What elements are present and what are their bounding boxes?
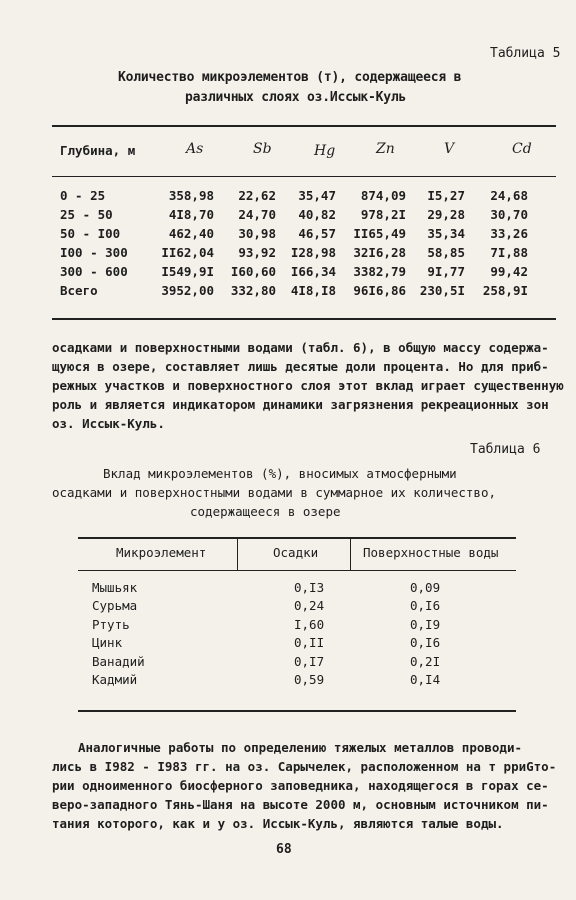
table5-header-cd: Cd — [512, 141, 532, 157]
table5-depth-cell: 300 - 600 — [60, 264, 128, 279]
table5-header-v: V — [444, 141, 455, 157]
table5-value-cell: 33,26 — [490, 226, 528, 241]
table5-header-as: As — [186, 141, 204, 157]
table6-value-cell: 0,I9 — [410, 617, 441, 632]
table5-value-cell: 9I,77 — [427, 264, 465, 279]
table5-depth-cell: 50 - I00 — [60, 226, 121, 241]
table5-value-cell: 874,09 — [360, 188, 406, 203]
table5-value-cell: 22,62 — [238, 188, 276, 203]
table5-value-cell: 4I8,I8 — [290, 283, 336, 298]
page-number: 68 — [276, 842, 292, 857]
paragraph-1-line: режных участков и поверхностного слоя этот вклад играет существенную — [52, 378, 564, 393]
table5-value-cell: 7I,88 — [490, 245, 528, 260]
table6-element-cell: Мышьяк — [92, 580, 138, 595]
table5-value-cell: 230,5I — [419, 283, 465, 298]
table6-bottom-rule — [78, 710, 516, 712]
paragraph-2-line: рии одноименного биосферного заповедника, находящегося в горах се- — [52, 778, 549, 793]
table6-value-cell: 0,I7 — [294, 654, 325, 669]
table5-value-cell: 99,42 — [490, 264, 528, 279]
table5-value-cell: 93,92 — [238, 245, 276, 260]
table5-value-cell: I60,60 — [230, 264, 276, 279]
table5-header-zn: Zn — [376, 141, 395, 157]
table5-value-cell: 358,98 — [168, 188, 214, 203]
table5-value-cell: 3952,00 — [161, 283, 214, 298]
table6-divider-2 — [350, 538, 351, 570]
table5-value-cell: I28,98 — [290, 245, 336, 260]
paragraph-1-line: роль и является индикатором динамики загрязнения рекреационных зон — [52, 397, 549, 412]
table5-value-cell: 35,47 — [298, 188, 336, 203]
table5-value-cell: I5,27 — [427, 188, 465, 203]
table6-value-cell: 0,09 — [410, 580, 441, 595]
table6-element-cell: Кадмий — [92, 672, 138, 687]
table6-value-cell: 0,I3 — [294, 580, 325, 595]
table5-value-cell: 258,9I — [482, 283, 528, 298]
table6-header-surface-water: Поверхностные воды — [363, 545, 499, 560]
table5-title-line2: различных слоях оз.Иссык-Куль — [185, 90, 407, 105]
table6-title-line3: содержащееся в озере — [190, 504, 341, 519]
paragraph-1-line: щуюся в озере, составляет лишь десятые доли процента. Но для приб- — [52, 359, 549, 374]
table5-value-cell: 30,70 — [490, 207, 528, 222]
table5-title-line1: Количество микроэлементов (т), содержащееся в — [118, 70, 462, 85]
table5-value-cell: 332,80 — [230, 283, 276, 298]
table5-header-rule — [52, 176, 556, 177]
table5-value-cell: 24,68 — [490, 188, 528, 203]
table6-element-cell: Сурьма — [92, 598, 138, 613]
table5-value-cell: 58,85 — [427, 245, 465, 260]
table6-value-cell: 0,I6 — [410, 598, 441, 613]
paragraph-1-line: осадками и поверхностными водами (табл. 6), в общую массу содержа- — [52, 340, 549, 355]
table5-value-cell: 24,70 — [238, 207, 276, 222]
table6-value-cell: 0,59 — [294, 672, 325, 687]
table5-value-cell: 3382,79 — [353, 264, 406, 279]
table6-element-cell: Цинк — [92, 635, 123, 650]
table5-value-cell: 35,34 — [427, 226, 465, 241]
table5-value-cell: 40,82 — [298, 207, 336, 222]
table6-divider-1 — [237, 538, 238, 570]
table6-top-rule — [78, 537, 516, 539]
paragraph-2-line: тания которого, как и у оз. Иссык-Куль, являются талые воды. — [52, 816, 504, 831]
table6-title-line2: осадками и поверхностными водами в суммарное их количество, — [52, 485, 497, 500]
table6-value-cell: 0,I4 — [410, 672, 441, 687]
table5-value-cell: I549,9I — [161, 264, 214, 279]
table5-depth-cell: I00 - 300 — [60, 245, 128, 260]
table5-value-cell: I66,34 — [290, 264, 336, 279]
table5-value-cell: 32I6,28 — [353, 245, 406, 260]
table6-header-element: Микроэлемент — [116, 545, 207, 560]
table5-value-cell: II65,49 — [353, 226, 406, 241]
table5-header-sb: Sb — [253, 141, 272, 157]
table5-depth-cell: Всего — [60, 283, 98, 298]
table5-top-rule — [52, 125, 556, 127]
table5-value-cell: II62,04 — [161, 245, 214, 260]
paragraph-2-line: Аналогичные работы по определению тяжелых металлов проводи- — [78, 740, 523, 755]
table6-title-line1: Вклад микроэлементов (%), вносимых атмосферными — [103, 466, 457, 481]
table5-header-depth: Глубина, м — [60, 143, 136, 158]
table5-depth-cell: 0 - 25 — [60, 188, 106, 203]
table5-bottom-rule — [52, 318, 556, 320]
paragraph-1-line: оз. Иссык-Куль. — [52, 416, 165, 431]
paragraph-2-line: лись в I982 - I983 гг. на оз. Сарычелек, расположенном на т рриGто- — [52, 759, 557, 774]
table6-header-rule — [78, 570, 516, 571]
table6-value-cell: 0,24 — [294, 598, 325, 613]
table5-value-cell: 978,2I — [360, 207, 406, 222]
table6-element-cell: Ванадий — [92, 654, 145, 669]
table5-value-cell: 4I8,70 — [168, 207, 214, 222]
table5-header-hg: Hg — [314, 143, 336, 159]
table6-value-cell: 0,2I — [410, 654, 441, 669]
paragraph-2-line: веро-западного Тянь-Шаня на высоте 2000 м, основным источником пи- — [52, 797, 549, 812]
table6-value-cell: I,60 — [294, 617, 325, 632]
table6-label: Таблица 6 — [470, 442, 541, 457]
table6-header-precipitation: Осадки — [273, 545, 319, 560]
table6-value-cell: 0,I6 — [410, 635, 441, 650]
table5-value-cell: 96I6,86 — [353, 283, 406, 298]
table5-depth-cell: 25 - 50 — [60, 207, 113, 222]
table5-value-cell: 46,57 — [298, 226, 336, 241]
table6-element-cell: Ртуть — [92, 617, 130, 632]
table5-value-cell: 462,40 — [168, 226, 214, 241]
table6-value-cell: 0,II — [294, 635, 325, 650]
table5-value-cell: 30,98 — [238, 226, 276, 241]
table5-label: Таблица 5 — [490, 46, 561, 61]
table5-value-cell: 29,28 — [427, 207, 465, 222]
